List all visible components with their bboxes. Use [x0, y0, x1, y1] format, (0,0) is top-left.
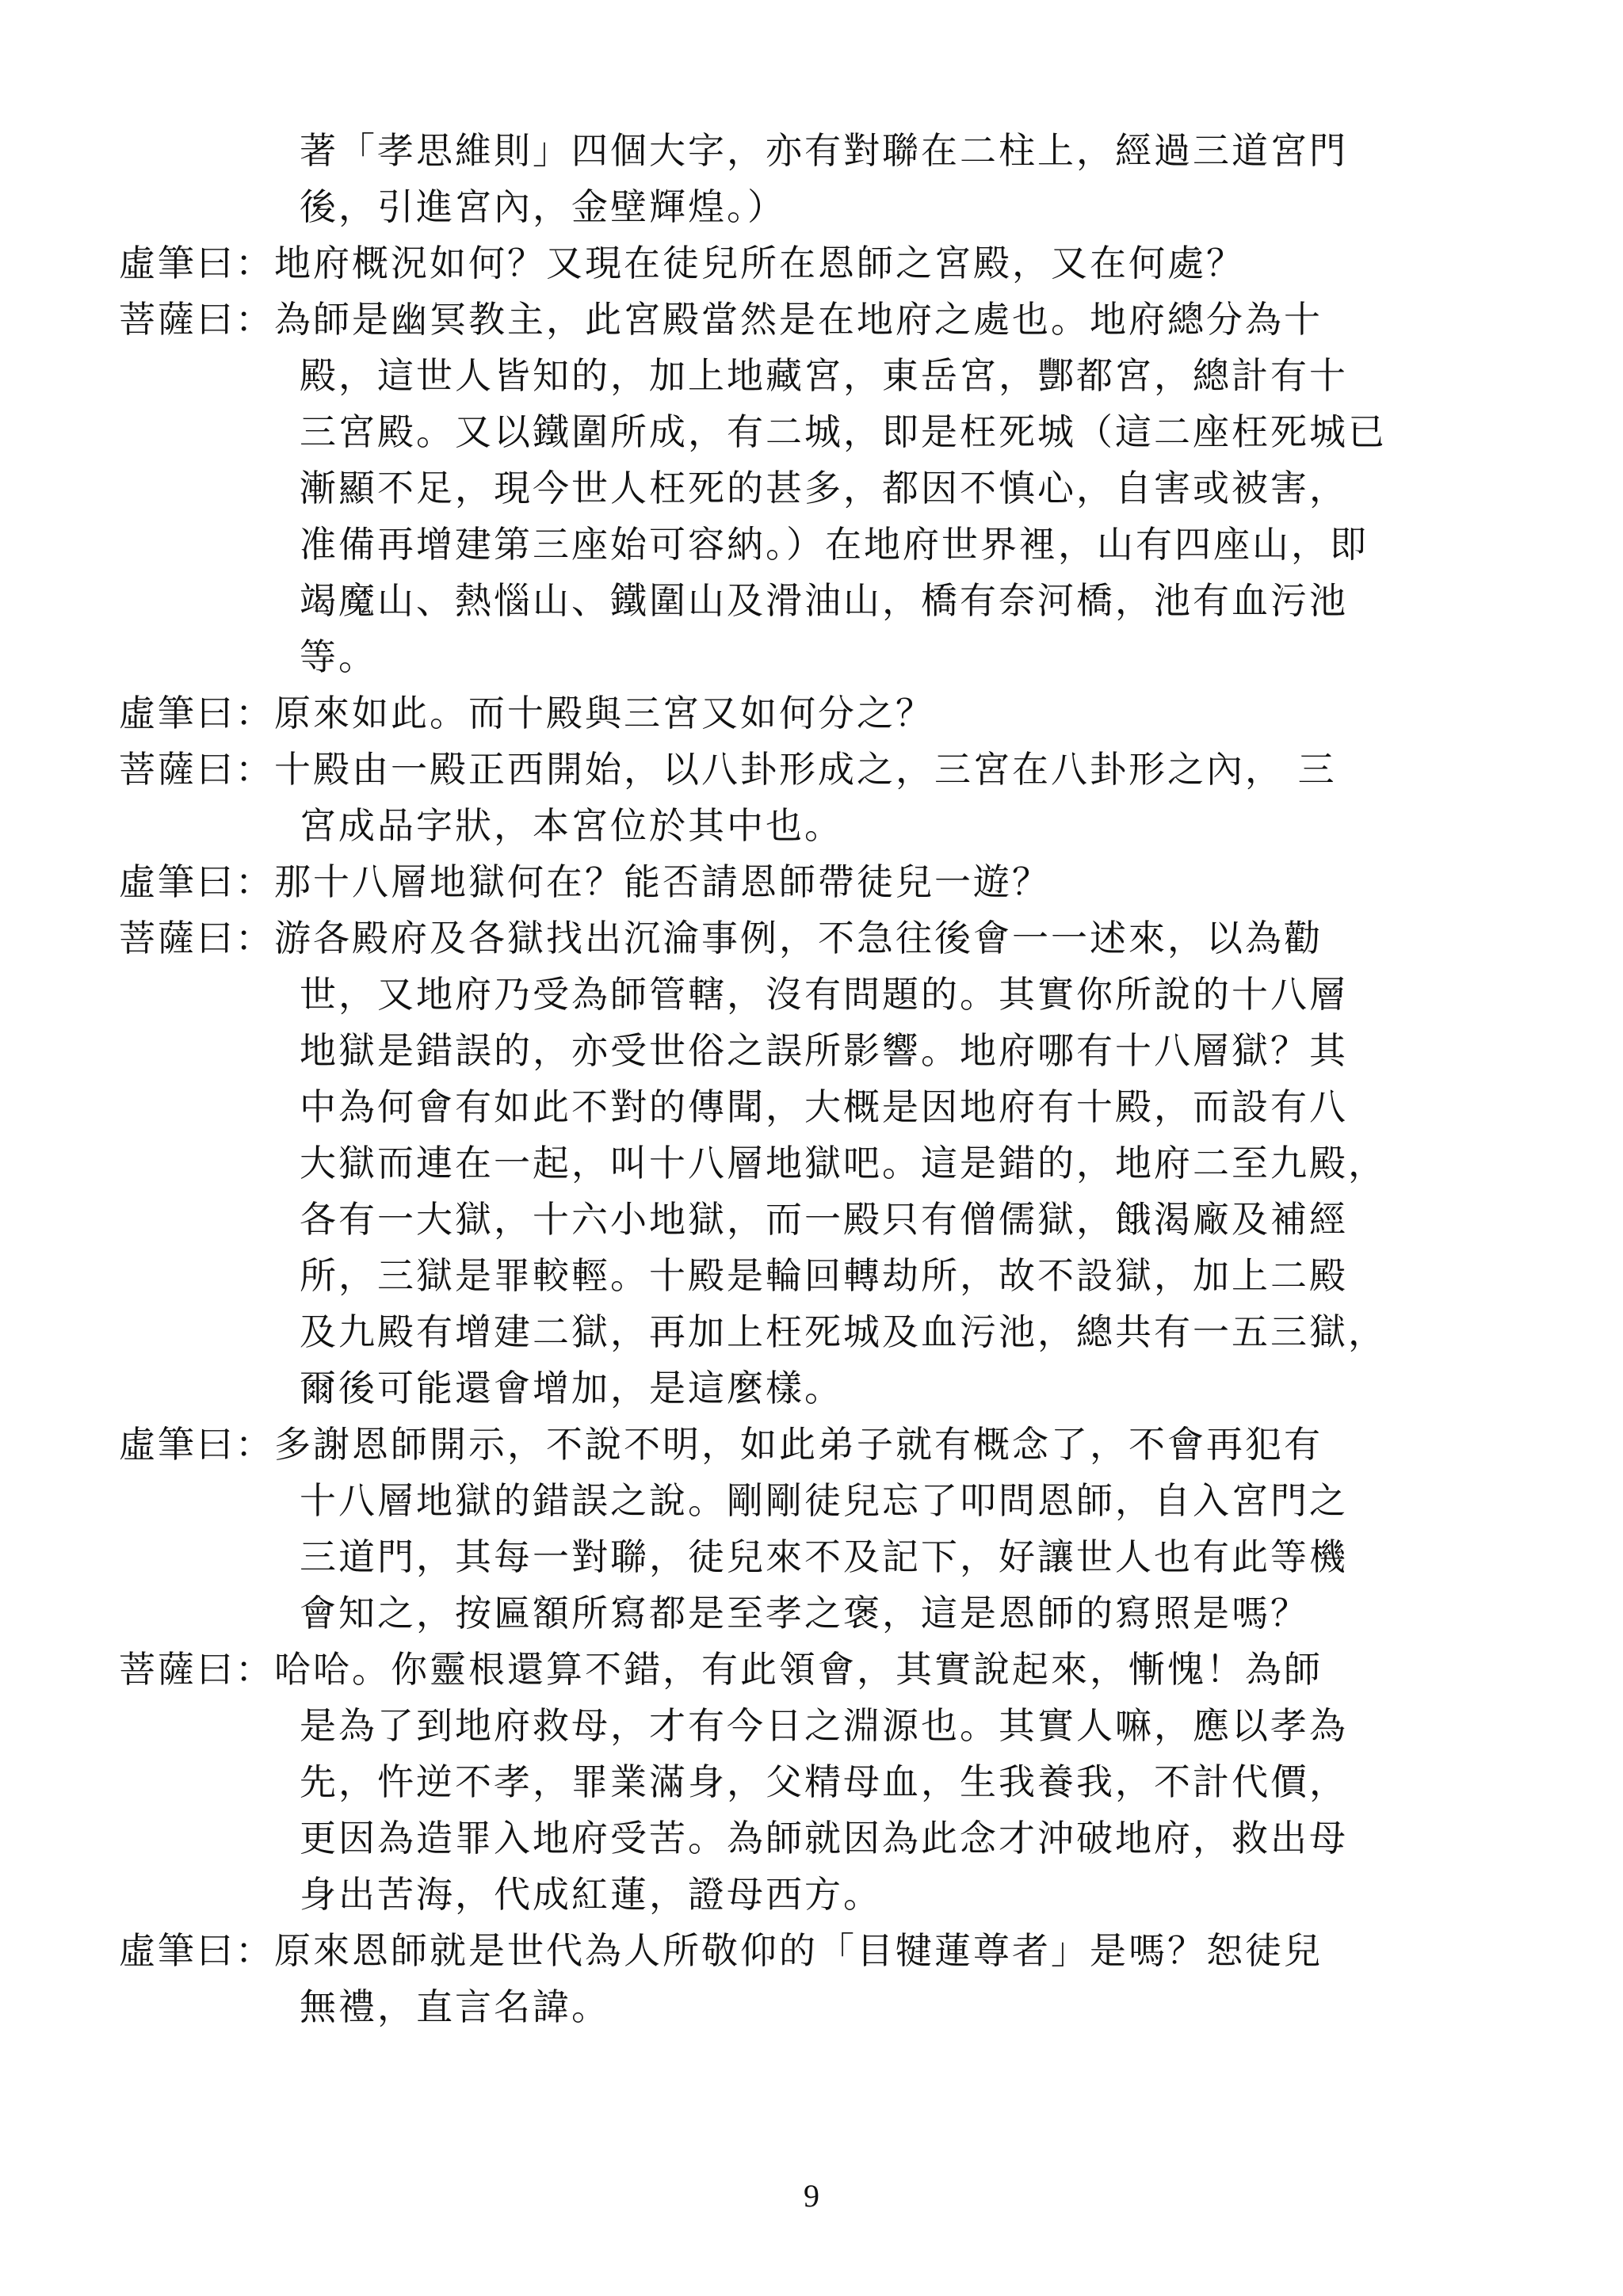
text-line: 三道門，其每一對聯，徒兒來不及記下，好讓世人也有此等機: [300, 1535, 1348, 1578]
text-line: 地獄是錯誤的，亦受世俗之誤所影響。地府哪有十八層獄？其: [300, 1029, 1348, 1072]
text-line: 宮成品字狀，本宮位於其中也。: [300, 804, 843, 847]
text-line: 是為了到地府救母，才有今日之淵源也。其實人嘛，應以孝為: [300, 1704, 1348, 1747]
speaker-line: 虛筆曰：原來恩師就是世代為人所敬仰的「目犍蓮尊者」是嗎？恕徒兒: [119, 1929, 1323, 1972]
speaker-line: 菩薩曰：游各殿府及各獄找出沉淪事例，不急往後會一一述來，以為勸: [119, 917, 1323, 959]
page-number: 9: [804, 2178, 819, 2214]
text-line: 更因為造罪入地府受苦。為師就因為此念才沖破地府，救出母: [300, 1817, 1348, 1859]
text-line: 會知之，按匾額所寫都是至孝之褒，這是恩師的寫照是嗎？: [300, 1592, 1309, 1634]
text-line: 後，引進宮內，金壁輝煌。）: [300, 185, 786, 228]
speaker-line: 菩薩曰：十殿由一殿正西開始，以八卦形成之，三宮在八卦形之內， 三: [119, 748, 1337, 791]
text-line: 中為何會有如此不對的傳聞，大概是因地府有十殿，而設有八: [300, 1085, 1348, 1128]
text-line: 三宮殿。又以鐵圍所成，有二城，即是枉死城（這二座枉死城已: [300, 410, 1387, 453]
text-line: 無禮，直言名諱。: [300, 1985, 610, 2028]
text-line: 大獄而連在一起，叫十八層地獄吧。這是錯的，地府二至九殿，: [300, 1142, 1387, 1184]
speaker-line: 虛筆曰：地府概況如何？又現在徒兒所在恩師之宮殿，又在何處？: [119, 242, 1245, 284]
text-line: 等。: [300, 635, 377, 678]
text-line: 漸顯不足，現今世人枉死的甚多，都因不慎心，自害或被害，: [300, 467, 1348, 509]
text-line: 所，三獄是罪較輕。十殿是輪回轉劫所，故不設獄，加上二殿: [300, 1254, 1348, 1297]
text-line: 各有一大獄，十六小地獄，而一殿只有僧儒獄，餓渴廠及補經: [300, 1198, 1348, 1241]
text-line: 身出苦海，代成紅蓮，證母西方。: [300, 1873, 882, 1916]
text-line: 先，忤逆不孝，罪業滿身，父精母血，生我養我，不計代價，: [300, 1760, 1348, 1803]
speaker-line: 虛筆曰：那十八層地獄何在？能否請恩師帶徒兒一遊？: [119, 860, 1051, 903]
text-line: 十八層地獄的錯誤之說。剛剛徒兒忘了叩問恩師，自入宮門之: [300, 1479, 1348, 1522]
speaker-line: 虛筆曰：多謝恩師開示，不說不明，如此弟子就有概念了，不會再犯有: [119, 1423, 1323, 1466]
text-line: 及九殿有增建二獄，再加上枉死城及血污池，總共有一五三獄，: [300, 1310, 1387, 1353]
speaker-line: 虛筆曰：原來如此。而十殿與三宮又如何分之？: [119, 692, 934, 734]
text-line: 著「孝思維則」四個大字，亦有對聯在二柱上，經過三道宮門: [300, 129, 1348, 172]
text-line: 准備再增建第三座始可容納。）在地府世界裡，山有四座山，即: [300, 523, 1369, 566]
text-line: 爾後可能還會增加，是這麼樣。: [300, 1367, 843, 1409]
text-line: 殿，這世人皆知的，加上地藏宮，東岳宮，酆都宮，總計有十: [300, 354, 1348, 397]
speaker-line: 菩薩曰：為師是幽冥教主，此宮殿當然是在地府之處也。地府總分為十: [119, 298, 1323, 341]
speaker-line: 菩薩曰：哈哈。你靈根還算不錯，有此領會，其實說起來，慚愧！為師: [119, 1648, 1323, 1691]
text-line: 竭魔山、熱惱山、鐵圍山及滑油山，橋有奈河橋，池有血污池: [300, 579, 1348, 622]
text-line: 世，又地府乃受為師管轄，沒有問題的。其實你所說的十八層: [300, 973, 1348, 1016]
